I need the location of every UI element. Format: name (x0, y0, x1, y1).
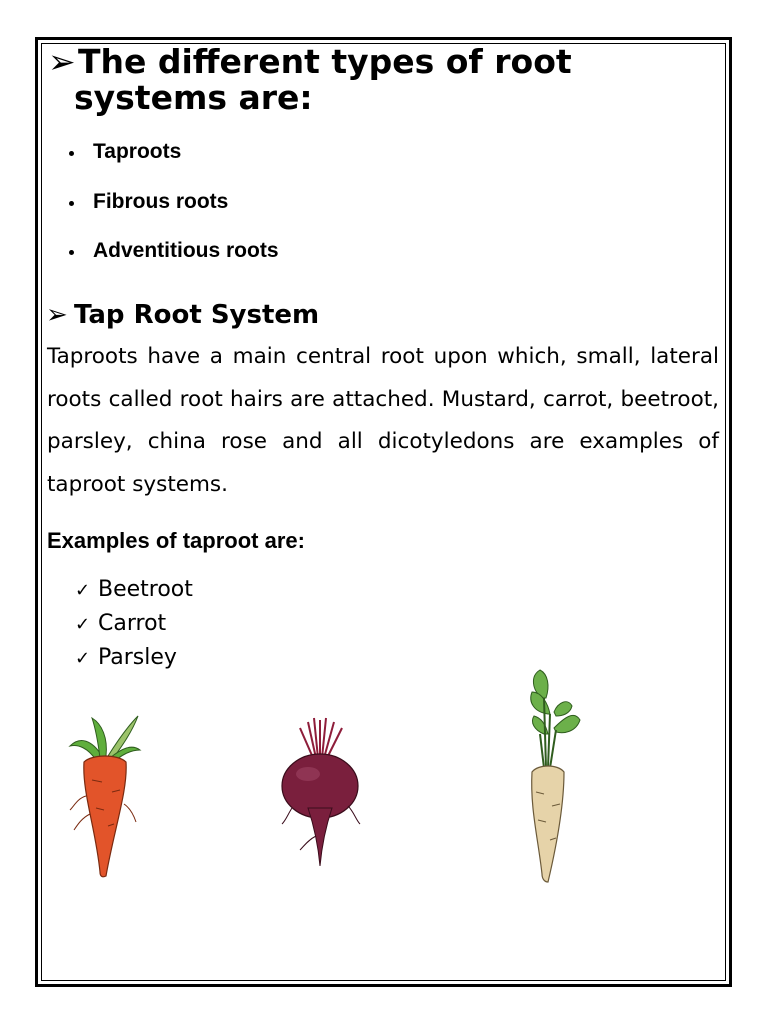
main-heading (48, 44, 708, 116)
list-item (75, 573, 193, 607)
list-item-label: Adventitious roots (93, 239, 279, 262)
main-heading-line2: systems are: (74, 78, 313, 117)
root-types-list (48, 140, 279, 289)
carrot-leaves (70, 716, 140, 762)
arrow-bullet-icon: ➢ (48, 42, 76, 81)
bullet-dot-icon (69, 250, 74, 255)
carrot-illustration (62, 710, 144, 882)
bullet-dot-icon (69, 151, 74, 156)
checkmark-icon: ✓ (75, 614, 91, 635)
examples-heading: Examples of taproot are: (47, 528, 305, 553)
beetroot-illustration (278, 716, 364, 872)
list-item-label: Taproots (93, 140, 182, 163)
section-title: Tap Root System (74, 300, 320, 330)
examples-list (75, 573, 193, 675)
bullet-dot-icon (69, 201, 74, 206)
section-heading (46, 300, 319, 330)
parsley-root-illustration (518, 668, 584, 886)
list-item-label: Fibrous roots (93, 189, 229, 213)
checkmark-icon: ✓ (75, 648, 91, 669)
arrow-bullet-icon: ➢ (46, 300, 68, 330)
list-item (48, 140, 279, 190)
list-item-label: Beetroot (98, 577, 193, 602)
list-item (75, 641, 193, 675)
list-item-label: Parsley (98, 645, 177, 670)
list-item (48, 190, 279, 240)
checkmark-icon: ✓ (75, 580, 91, 601)
list-item (48, 239, 279, 289)
list-item-label: Carrot (98, 611, 167, 636)
list-item (75, 607, 193, 641)
main-heading-line1: The different types of root (78, 42, 572, 81)
section-paragraph: Taproots have a main central root upon which, small, lateral roots called root hairs are attached. Mustard, carrot, beetroot, parsley, china rose and all dicotyledons are examples of taproot systems. (47, 344, 719, 497)
parsley-leaves (531, 670, 580, 734)
